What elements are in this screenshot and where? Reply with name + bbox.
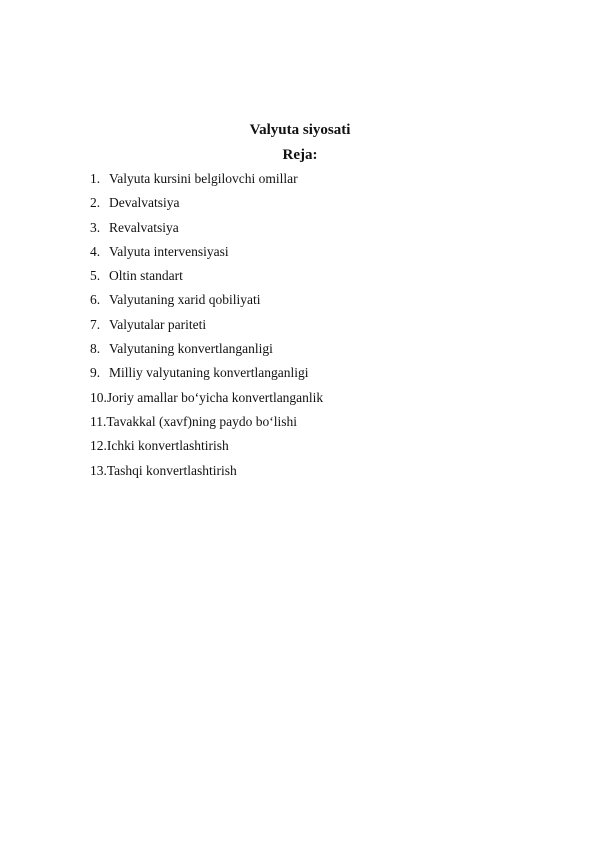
list-item — [90, 264, 323, 288]
list-item — [90, 459, 323, 483]
item-number: 6. — [90, 292, 101, 308]
item-text: Milliy valyutaning konvertlanganligi — [109, 365, 309, 381]
list-item — [90, 288, 323, 312]
document-title: Valyuta siyosati — [249, 122, 351, 138]
item-number: 2. — [90, 195, 101, 211]
item-number: 10. — [90, 389, 107, 405]
item-text: Revalvatsiya — [109, 219, 179, 235]
item-text: Valyuta kursini belgilovchi omillar — [109, 171, 298, 186]
plan-list — [90, 167, 323, 483]
list-item — [90, 216, 323, 240]
item-text: Oltin standart — [109, 268, 183, 284]
item-text: Joriy amallar bo‘yicha konvertlanganlik — [106, 389, 324, 405]
list-item — [90, 240, 323, 264]
list-item — [90, 167, 323, 191]
item-number: 12. — [90, 438, 107, 454]
item-number: 9. — [90, 365, 101, 381]
item-number: 4. — [90, 243, 101, 259]
item-number: 1. — [90, 171, 101, 186]
list-item — [90, 434, 323, 458]
item-text: Valyutaning konvertlanganligi — [109, 341, 273, 357]
item-text: Valyutaning xarid qobiliyati — [109, 292, 261, 308]
list-item — [90, 191, 323, 215]
item-text: Valyuta intervensiyasi — [109, 243, 229, 259]
list-item — [90, 361, 323, 385]
list-item — [90, 337, 323, 361]
item-text: Devalvatsiya — [109, 195, 180, 211]
list-item — [90, 410, 323, 434]
item-number: 3. — [90, 219, 101, 235]
item-number: 5. — [90, 268, 101, 284]
list-item — [90, 386, 323, 410]
item-text: Tashqi konvertlashtirish — [106, 462, 237, 478]
item-text: Ichki konvertlashtirish — [106, 438, 229, 454]
list-item — [90, 313, 323, 337]
plan-heading: Reja: — [282, 147, 318, 163]
item-number: 7. — [90, 316, 101, 332]
item-number: 11. — [90, 413, 107, 429]
item-text: Tavakkal (xavf)ning paydo bo‘lishi — [106, 413, 298, 429]
item-number: 13. — [90, 462, 107, 478]
item-text: Valyutalar pariteti — [109, 316, 207, 332]
item-number: 8. — [90, 341, 101, 357]
